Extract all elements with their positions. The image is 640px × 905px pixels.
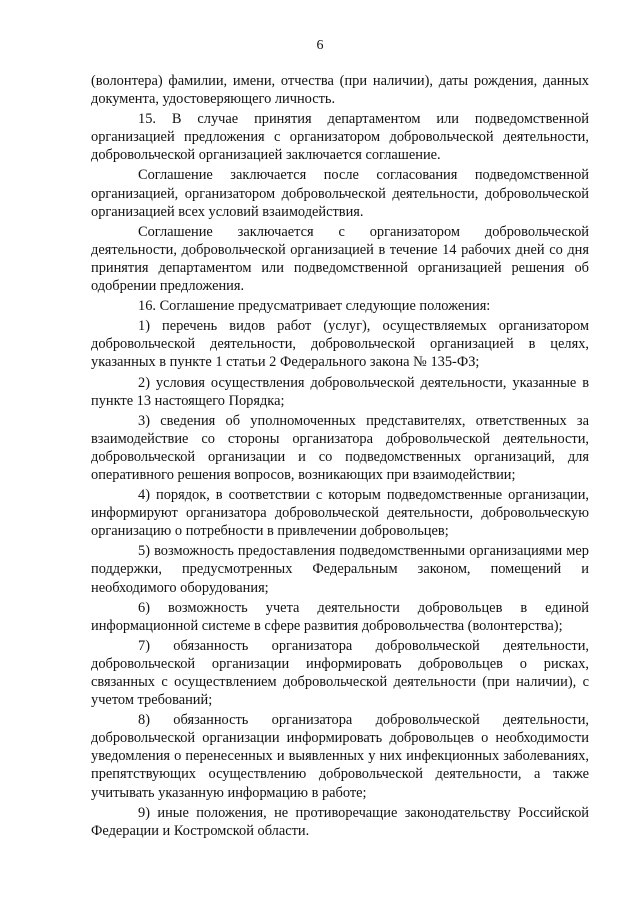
paragraph-16: 16. Соглашение предусматривает следующие положения:: [138, 298, 491, 315]
paragraph-agreement-deadline: Соглашение заключается с организатором добровольческой деятельности, добровольческой организацией в течение 14 рабочих дней со дня принятия департаментом или подведомственной организацией решения об одобрении предложения.: [91, 223, 589, 295]
list-item-5: 5) возможность предоставления подведомственными организациями мер поддержки, предусмотренных Федеральным законом, помещений и необходимого оборудования;: [91, 543, 589, 596]
paragraph-volunteer-data: (волонтера) фамилии, имени, отчества (при наличии), даты рождения, данных документа, удостоверяющего личность.: [91, 73, 589, 108]
paragraph-15: 15. В случае принятия департаментом или подведомственной организацией предложения с организатором добровольческой деятельности, добровольческой организацией заключается соглашение.: [91, 111, 589, 164]
paragraph-agreement-approval: Соглашение заключается после согласования подведомственной организацией, организатором добровольческой деятельности, добровольческой организацией всех условий взаимодействия.: [91, 167, 589, 220]
list-item-6: 6) возможность учета деятельности добровольцев в единой информационной системе в сфере развития добровольчества (волонтерства);: [91, 599, 589, 634]
list-item-1: 1) перечень видов работ (услуг), осуществляемых организатором добровольческой деятельности, добровольческой организацией в целях, указанных в пункте 1 статьи 2 Федерального закона № 135-ФЗ;: [91, 318, 589, 371]
list-item-9: 9) иные положения, не противоречащие законодательству Российской Федерации и Костромской области.: [91, 804, 589, 839]
list-item-3: 3) сведения об уполномоченных представителях, ответственных за взаимодействие со стороны организатора добровольческой деятельности, добровольческой организации и со подведомственных организаций, для оперативного решения вопросов, возникающих при взаимодействии;: [91, 412, 589, 483]
list-item-7: 7) обязанность организатора добровольческой деятельности, добровольческой организации информировать добровольцев о рисках, связанных с осуществлением добровольческой деятельности (при наличии), с учетом требований;: [91, 637, 589, 709]
document-body: [91, 72, 589, 840]
page-number: 6: [316, 38, 324, 53]
list-item-8: 8) обязанность организатора добровольческой деятельности, добровольческой организации информировать добровольцев о необходимости уведомления о перенесенных и выявленных у них инфекционных заболеваниях, препятствующих осуществлению добровольческой деятельности, а также учитывать указанную информацию в работе;: [91, 712, 589, 801]
list-item-2: 2) условия осуществления добровольческой деятельности, указанные в пункте 13 настоящего Порядка;: [91, 374, 589, 409]
list-item-4: 4) порядок, в соответствии с которым подведомственные организации, информируют организатора добровольческой деятельности, добровольческую организацию о потребности в привлечении добровольцев;: [91, 487, 589, 540]
